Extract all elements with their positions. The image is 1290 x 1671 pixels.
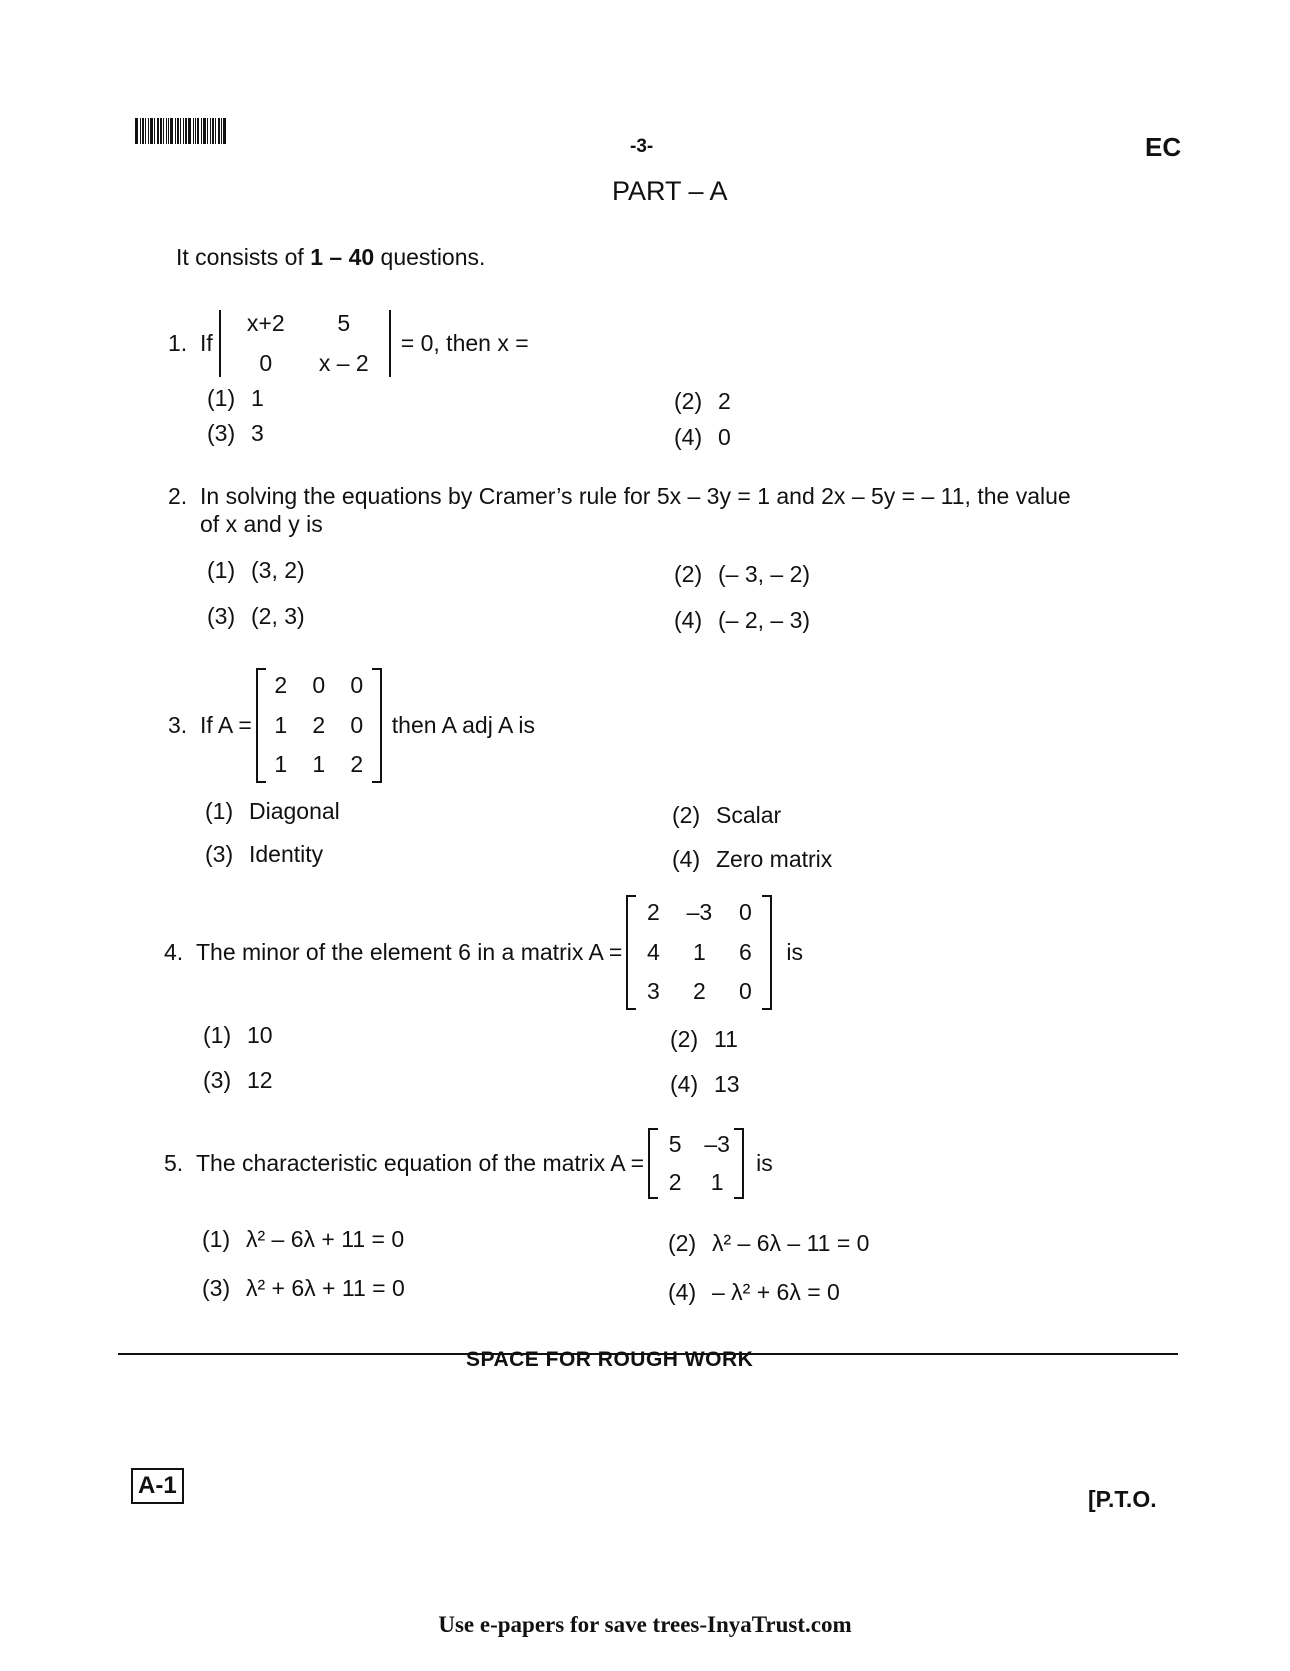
barcode-bar	[201, 118, 202, 144]
question-3: 3. If A = 2 0 0 1 2 0 1 1 2 then A adj A is	[168, 668, 535, 783]
option[interactable]: (4) – λ² + 6λ = 0	[668, 1279, 840, 1305]
pto-label: [P.T.O.	[1088, 1486, 1157, 1512]
barcode-bar	[142, 118, 144, 144]
question-1: 1. If x+2 5 0 x – 2 = 0, then x =	[168, 310, 529, 376]
barcode-bar	[160, 118, 162, 144]
barcode-bar	[203, 118, 206, 144]
option[interactable]: (1) λ² – 6λ + 11 = 0	[202, 1226, 405, 1252]
barcode-bar	[183, 118, 184, 144]
barcode-bar	[166, 118, 167, 144]
barcode-bar	[210, 118, 211, 144]
option[interactable]: (2) 11	[670, 1026, 738, 1052]
question-2: 2. In solving the equations by Cramer’s rule for 5x – 3y = 1 and 2x – 5y = – 11, the value of x and y is	[168, 483, 1071, 537]
barcode-bar	[185, 118, 187, 144]
option[interactable]: (1) 1	[207, 385, 264, 411]
barcode-bar	[145, 118, 146, 144]
question-4: 4. The minor of the element 6 in a matrix A = 2 –3 0 4 1 6 3 2 0 is	[164, 895, 803, 1010]
barcode-bar	[168, 118, 169, 144]
option[interactable]: (4) 13	[670, 1071, 740, 1097]
barcode-bar	[163, 118, 164, 144]
option[interactable]: (1) 10	[203, 1022, 273, 1048]
option[interactable]: (3) (2, 3)	[207, 603, 305, 629]
barcode-bar	[212, 118, 214, 144]
barcode-bar	[157, 118, 159, 144]
option[interactable]: (4) Zero matrix	[672, 846, 833, 872]
option[interactable]: (2) (– 3, – 2)	[674, 561, 811, 587]
option[interactable]: (2) Scalar	[672, 802, 782, 828]
barcode-bar	[218, 118, 220, 144]
question-5: 5. The characteristic equation of the matrix A = 5 –3 2 1 is	[164, 1128, 773, 1199]
barcode-bar	[221, 118, 222, 144]
option[interactable]: (2) λ² – 6λ – 11 = 0	[668, 1230, 870, 1256]
barcode	[135, 118, 235, 144]
footer-watermark: Use e-papers for save trees-InyaTrust.com	[438, 1612, 852, 1637]
matrix: 2 –3 0 4 1 6 3 2 0	[626, 895, 772, 1010]
rough-work-label: SPACE FOR ROUGH WORK	[466, 1348, 754, 1371]
determinant: x+2 5 0 x – 2	[219, 310, 391, 377]
matrix: 2 0 0 1 2 0 1 1 2	[256, 668, 382, 783]
barcode-bar	[177, 118, 179, 144]
matrix: 5 –3 2 1	[648, 1128, 744, 1199]
barcode-bar	[193, 118, 194, 144]
barcode-bar	[195, 118, 196, 144]
barcode-bar	[135, 118, 138, 144]
barcode-bar	[170, 118, 173, 144]
option[interactable]: (4) (– 2, – 3)	[674, 607, 811, 633]
barcode-bar	[215, 118, 216, 144]
option[interactable]: (4) 0	[674, 424, 731, 450]
option[interactable]: (2) 2	[674, 388, 731, 414]
page-number: -3-	[630, 136, 654, 157]
intro-text: It consists of 1 – 40 questions.	[176, 244, 486, 270]
option[interactable]: (1) (3, 2)	[207, 557, 305, 583]
barcode-bar	[180, 118, 181, 144]
option[interactable]: (3) Identity	[205, 841, 324, 867]
part-heading: PART – A	[612, 176, 728, 206]
barcode-bar	[140, 118, 141, 144]
barcode-bar	[148, 118, 149, 144]
barcode-bar	[175, 118, 176, 144]
option[interactable]: (1) Diagonal	[205, 798, 340, 824]
option[interactable]: (3) λ² + 6λ + 11 = 0	[202, 1275, 405, 1301]
paper-code: EC	[1145, 132, 1182, 162]
option[interactable]: (3) 3	[207, 420, 264, 446]
barcode-bar	[223, 118, 226, 144]
barcode-bar	[188, 118, 191, 144]
barcode-bar	[197, 118, 199, 144]
barcode-bar	[207, 118, 208, 144]
barcode-bar	[154, 118, 155, 144]
barcode-bar	[150, 118, 153, 144]
set-code-box: A-1	[131, 1468, 184, 1504]
option[interactable]: (3) 12	[203, 1067, 273, 1093]
